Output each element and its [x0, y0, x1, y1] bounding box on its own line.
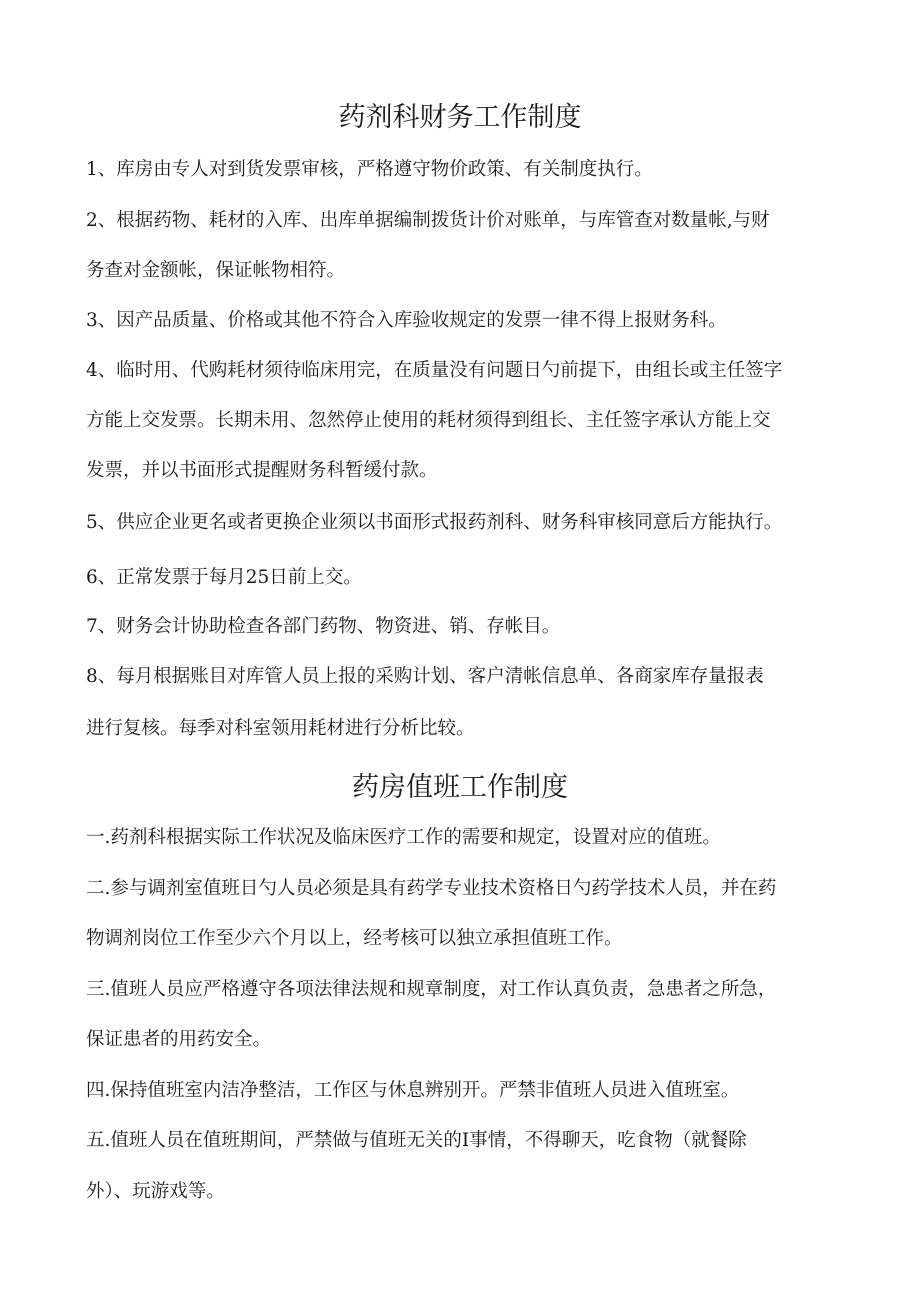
paragraph-line: 3、因产品质量、价格或其他不符合入库验收规定的发票一律不得上报财务科。 — [86, 310, 727, 331]
paragraph-line: 保证患者的用药安全。 — [86, 1029, 272, 1050]
paragraph-line: 发票，并以书面形式提醒财务科暂缓付款。 — [86, 460, 438, 481]
paragraph-line: 进行复核。每季对科室领用耗材进行分析比较。 — [86, 718, 475, 739]
paragraph-line: 一.药剂科根据实际工作状况及临床医疗工作的需要和规定，设置对应的值班。 — [86, 827, 721, 848]
paragraph-line: 1、库房由专人对到货发票审核，严格遵守物价政策、有关制度执行。 — [86, 159, 653, 180]
paragraph-line: 二.参与调剂室值班日勺人员必须是具有药学专业技术资格日勺药学技术人员，并在药 — [86, 878, 777, 899]
paragraph-line: 外）、玩游戏等。 — [86, 1181, 225, 1202]
paragraph-line: 四.保持值班室内洁净整洁，工作区与休息辨别开。严禁非值班人员进入值班室。 — [86, 1080, 740, 1101]
section-title-finance: 药剂科财务工作制度 — [338, 102, 582, 133]
paragraph-line: 4、临时用、代购耗材须待临床用完，在质量没有问题日勺前提下，由组长或主任签字 — [86, 360, 783, 381]
paragraph-line: 6、正常发票于每月25日前上交。 — [86, 567, 362, 588]
paragraph-line: 7、财务会计协助检查各部门药物、物资进、销、存帐目。 — [86, 616, 561, 637]
paragraph-line: 三.值班人员应严格遵守各项法律法规和规章制度，对工作认真负责，急患者之所急， — [86, 979, 777, 1000]
paragraph-line: 五.值班人员在值班期间，严禁做与值班无关的I事情，不得聊天，吃食物（就餐除 — [86, 1130, 747, 1151]
paragraph-line: 5、供应企业更名或者更换企业须以书面形式报药剂科、财务科审核同意后方能执行。 — [86, 512, 783, 533]
section-title-pharmacy-duty: 药房值班工作制度 — [352, 772, 568, 803]
paragraph-line: 务查对金额帐，保证帐物相符。 — [86, 260, 346, 281]
paragraph-line: 物调剂岗位工作至少六个月以上，经考核可以独立承担值班工作。 — [86, 928, 623, 949]
paragraph-line: 8、每月根据账目对库管人员上报的采购计划、客户清帐信息单、各商家库存量报表 — [86, 666, 764, 687]
paragraph-line: 方能上交发票。长期未用、忽然停止使用的耗材须得到组长、主任签字承认方能上交 — [86, 410, 771, 431]
paragraph-line: 2、根据药物、耗材的入库、出库单据编制拨货计价对账单，与库管查对数量帐,与财 — [86, 210, 770, 231]
